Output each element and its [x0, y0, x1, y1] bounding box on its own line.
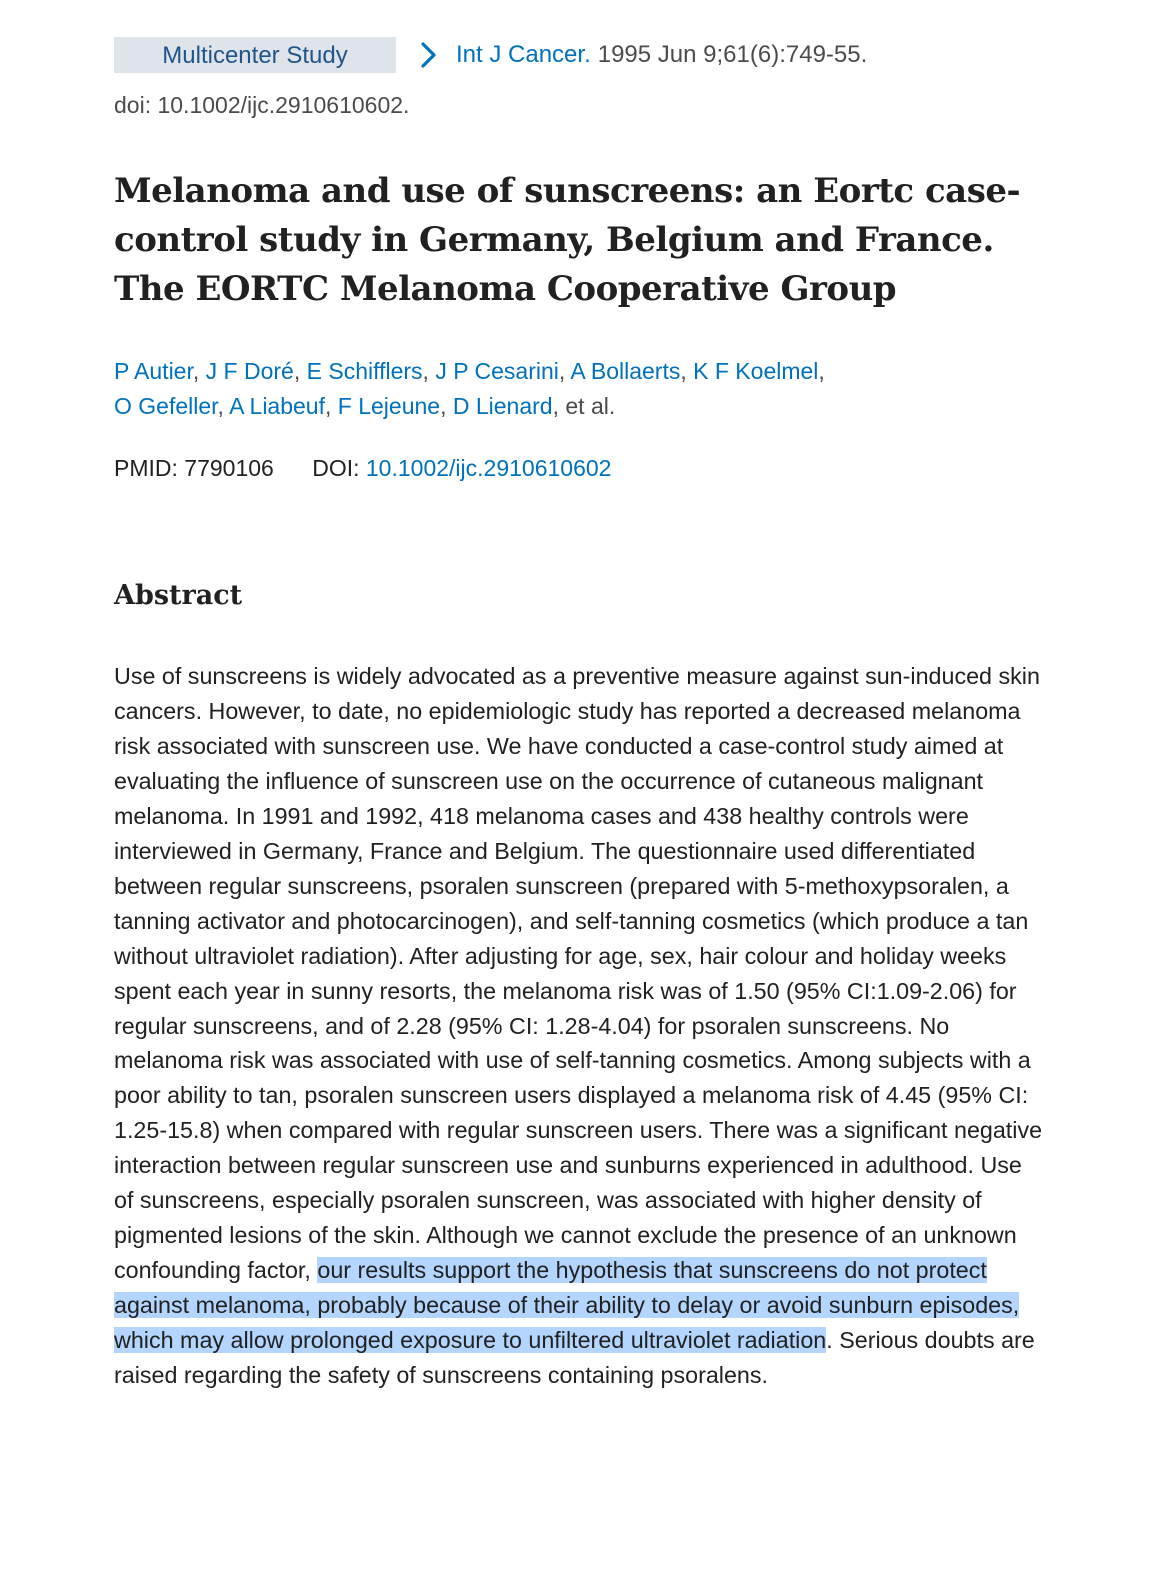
author-link[interactable]: A Bollaerts [570, 358, 681, 384]
article-identifiers [114, 455, 611, 482]
author-link[interactable]: J P Cesarini [435, 358, 559, 384]
abstract-heading: Abstract [114, 580, 243, 611]
selected-text-highlight[interactable]: our results support the hypothesis that sunscreens do not protect against melanoma, probably because of their ability to delay or avoid sunburn episodes, which may allow prolonged exposure to unfiltered ultraviolet radiation [114, 1257, 1020, 1354]
abstract-text-end: . Serious doubts are raised regarding the safety of sunscreens containing psoralens. [114, 1327, 1035, 1389]
author-link[interactable]: A Liabeuf [229, 393, 325, 419]
authors-et-al: , et al. [552, 393, 616, 419]
article-title: Melanoma and use of sunscreens: an Eortc case-control study in Germany, Belgium and France. The EORTC Melanoma Cooperative Group [114, 171, 1021, 309]
authors-list: P Autier, J F Doré, E Schifflers, J P Cesarini, A Bollaerts, K F Koelmel, O Gefeller, A Liabeuf, F Lejeune, D Lienard, et al. [114, 358, 825, 419]
author-link[interactable]: K F Koelmel [693, 358, 819, 384]
author-link[interactable]: P Autier [114, 358, 193, 384]
journal-link[interactable]: Int J Cancer. [456, 41, 591, 68]
author-link[interactable]: E Schifflers [306, 358, 423, 384]
doi-link[interactable]: 10.1002/ijc.2910610602 [365, 455, 612, 481]
author-link[interactable]: D Lienard [452, 393, 553, 419]
citation-details: 1995 Jun 9;61(6):749-55. [597, 41, 868, 68]
citation-header [114, 37, 867, 73]
author-link[interactable]: F Lejeune [337, 393, 441, 419]
abstract-text [114, 659, 1044, 1393]
chevron-right-icon[interactable] [418, 41, 440, 69]
publication-type-badge: Multicenter Study [114, 37, 396, 73]
author-link[interactable]: O Gefeller [114, 393, 218, 419]
doi-citation: doi: 10.1002/ijc.2910610602. [114, 92, 410, 118]
pmid: PMID: 7790106 [114, 455, 274, 481]
author-link[interactable]: J F Doré [205, 358, 294, 384]
doi-label: DOI: [312, 455, 360, 481]
abstract-text-start: Use of sunscreens is widely advocated as a preventive measure against sun-induced skin cancers. However, to date, no epidemiologic study has reported a decreased melanoma risk associated with sunscreen use. We have conducted a case-control study aimed at evaluating the influence of sunscreen use on the occurrence of cutaneous malignant melanoma. In 1991 and 1992, 418 melanoma cases and 438 healthy controls were interviewed in Germany, France and Belgium. The questionnaire used differentiated between regular sunscreens, psoralen sunscreen (prepared with 5-methoxypsoralen, a tanning activator and photocarcinogen), and self-tanning cosmetics (which produce a tan without ultraviolet radiation). After adjusting for age, sex, hair colour and holiday weeks spent each year in sunny resorts, the melanoma risk was of 1.50 (95% CI:1.09-2.06) for regular sunscreens, and of 2.28 (95% CI: 1.28-4.04) for psoralen sunscreens. No melanoma risk was associated with use of self-tanning cosmetics. Among subjects with a poor ability to tan, psoralen sunscreen users displayed a melanoma risk of 4.45 (95% CI: 1.25-15.8) when compared with regular sunscreen users. There was a significant negative interaction between regular sunscreen use and sunburns experienced in adulthood. Use of sunscreens, especially psoralen sunscreen, was associated with higher density of pigmented lesions of the skin. Although we cannot exclude the presence of an unknown confounding factor, [114, 663, 1043, 1284]
